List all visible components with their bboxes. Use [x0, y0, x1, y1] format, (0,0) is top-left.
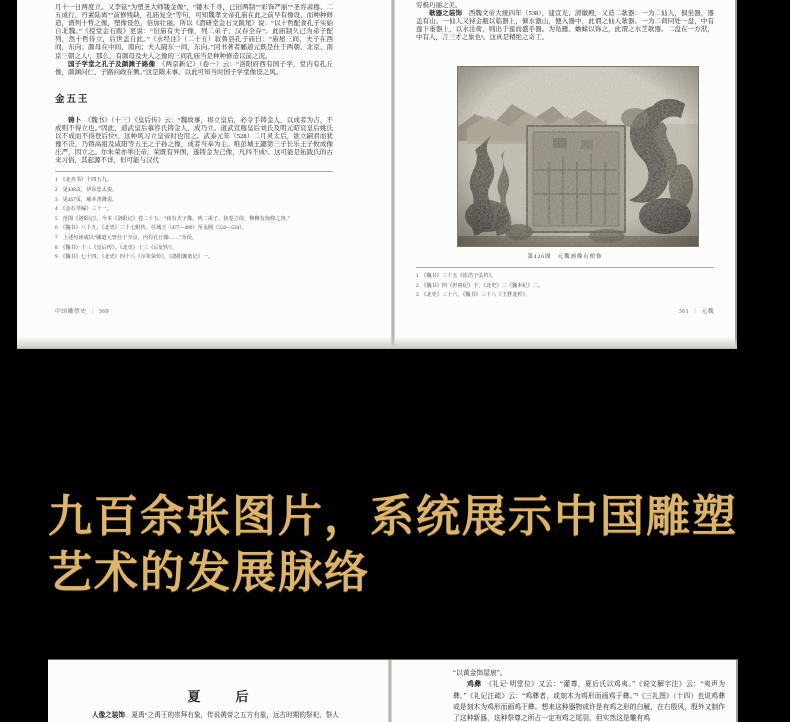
- book-title: 中国雕塑史: [55, 309, 87, 315]
- footnote: 1 《魏书》三十五《崔浩子弘传》。: [416, 273, 497, 279]
- footnote: 8 《魏书》十三《皇后传》，《北史》十三《后妃传》。: [55, 244, 177, 251]
- page-shadow: [17, 337, 737, 349]
- footnote-list: [416, 273, 714, 298]
- footnote: 6 《魏书》八十九，《北史》二十七附传。任城王（477—499）至永熙（532—534）。: [55, 225, 247, 232]
- left-page-paragraph-3: [55, 117, 333, 166]
- book-page-right-jiyi: [392, 660, 738, 722]
- footnote: 3 见457页，塚本善隆说。: [55, 196, 118, 203]
- book-page-right-361: [395, 0, 737, 349]
- footnote-block: [416, 267, 714, 302]
- footnote-list: [55, 177, 333, 260]
- banner-line-1: 九百余张图片，系统展示中国雕塑: [48, 492, 738, 541]
- footnote: 2 《魏书》四《世祖纪》下，《北史》二《魏本纪》二。: [416, 282, 544, 289]
- bottom-right-paragraph-0: “以黄金饰屋扆”。: [453, 670, 507, 677]
- page-footer-left: [55, 306, 109, 315]
- promo-banner: [0, 349, 790, 659]
- book-spread-bottom: [48, 659, 738, 722]
- footnote-divider: [55, 171, 333, 172]
- footnote: 1 《北齐书》十四五九。: [55, 177, 113, 184]
- figure-caption: 第426图 元魏画像石棺饰: [527, 254, 603, 260]
- footnote: 3 《北史》三十六，《魏书》三十八《王慧龙传》。: [416, 292, 531, 299]
- bottom-left-paragraph: [92, 711, 348, 720]
- chapter-title: 元魏: [701, 309, 714, 315]
- page-edge: [735, 0, 737, 349]
- chapter-heading-xiahou: 夏 后: [187, 689, 260, 704]
- footnote: 2 见438页，伊东忠太说。: [55, 187, 118, 193]
- paragraph-lead: 人像之装饰: [92, 712, 125, 719]
- paragraph-lead: 铸卜: [68, 116, 82, 124]
- section-heading-jinwuwang: 金五王: [55, 94, 90, 105]
- footnote: 7 上述句读或以“郦道元曾仕于少京，内有孔丘像……”为误。: [55, 234, 198, 241]
- left-page-paragraph-2: [55, 61, 333, 77]
- bottom-right-paragraph-1: [453, 679, 725, 722]
- left-page-paragraph-1: 月十一日两度立。又李铉“为塑圣大师镂金像”，“镂木千寻，已旧两制”“彩饰严丽”“圣容肃穆、二五成行，丹素陆离”“前修残缺，孔庙复全”等句，可知魏孝文帝孔庙在此之前早有像设，而种种修造，谱列十哲之像，塑像设色，倍加壮丽。所以《潜研堂金石文跋尾》说：“以十哲配食孔子实始自北魏。”《授堂金石跋》更说：“旧庙有夫子像，列二弟子，汉春全存”。此庙制久已为弟子配列，然十哲侍立，后世盖自此。”《水经注》（二十五）叙鲁县孔子庙曰：“庙屋三间，夫子在西间，东向；颜母在中间，南向；夫人隔东一间，东向。”同书著者郦道元既是仕于两朝、北京、南京三朝之人¹，那么，有颜母及夫人之像的三间孔庙当是种种修造以前之况。: [55, 4, 333, 60]
- banner-line-2: 艺术的发展脉络: [48, 548, 370, 597]
- book-spread-top: [17, 0, 737, 349]
- paragraph-lead: 欹器之装饰: [429, 10, 463, 18]
- footnote: 5 范围《洛阳记》，今本《洛阳记》卷二十五：“庙有夫子像，列二弟子，执卷立侍，穆穆有询仰之容。”: [55, 215, 291, 222]
- right-page-paragraph-0: 穷极巧丽之美。: [416, 2, 462, 9]
- paragraph-text: 西魏文帝大统四年（538），建宣光、清徽殿，又造二欹器：一为二仙人，俱坐器，器盖有山。一仙人又持金瓶以临器上，倾水激山，便入器中，此谓之仙人欹器。一为二荷同处一盘，中有莲下垂器上，以水注荷，则出于莲而盛乎器。为凫雁、蟾蜍以饰之，此谓之水芝欹器。二盘在一方洑，中有人，言三才之象也³。这真是精绝之奇工。: [416, 10, 715, 42]
- book-page-left-xiahou: [48, 660, 388, 722]
- footnote: 9 《魏书》七十四，《北史》四十八《尔朱荣传》，《洛阳伽蓝记》一。: [55, 254, 214, 261]
- paragraph-text: 夏禹“之禹王的崇拜有象，传说黄帝之五方有象，远古时期的祭祀、祭人: [124, 712, 339, 719]
- banner-headline: [48, 489, 738, 601]
- footnote-block: [55, 171, 333, 260]
- footer-separator: ｜: [692, 309, 699, 315]
- page-footer-right: [679, 306, 714, 315]
- paragraph-lead: 国子学堂之孔子及颜渊子路像: [68, 60, 156, 68]
- paragraph-text: 《两京新记》（卷一）云：“洛阳府西有国子学，堂内有孔丘像，颜渊问仁、子路问政在侧。”这是隋末事。以此可知当时国子学堂像设之风。: [55, 60, 334, 76]
- paragraph-text: 《魏书》（十三）《皇后传》云：“魏故事，将立皇后，必令手铸金人，以成者为吉，不成则不得立也。”因此，道武皇后慕容氏铸金人，成乃立。道武宣穆皇后刘氏及明元昭哀皇后姚氏以不成而不得登后位⁸。这种风习立皇帝时也用之。武泰元年（528）二月灵太后，欲立嗣君而犹豫不决，乃铸高祖及咸阳等五王之子孙之像，成者当奉为主。唯彭城王勰第三子长乐王子攸成像庄严，因立之。尔朱荣亦举庄帝，荣既有异图，遂铸金为己像，凡四不成⁹。这可能是拓跋氏的古来习俗，其起源不详，但可能与汉代: [55, 116, 333, 165]
- footnote-divider: [416, 267, 714, 268]
- paragraph-text: 《礼记·明堂位》又云：“灌尊，夏后氏以鸡夷。”《说文解字注》云：“夷声为彝。”《礼记注疏》云：“鸡彝者，或刻木为鸡形而画鸡于彝。”¹《三礼图》（十四）也说鸡彝或是刻木为鸡形而画鸡于彝。想来这种器物或许是有鸡之形的白觥，在右殷风，殷外又制作了这种新器，这种祭尊之所占一定有鸡之尾羽，但实然这是雕有鸡: [453, 681, 726, 722]
- footnote: 4 《金石萃编》三十一。: [55, 206, 113, 213]
- page-number: 361: [678, 309, 690, 315]
- book-page-left-360: [17, 0, 392, 349]
- page-number: 360: [98, 309, 110, 315]
- paragraph-lead: 鸡彝: [467, 681, 482, 689]
- right-page-paragraph-1: [416, 10, 714, 42]
- page-edge: [736, 660, 738, 722]
- relief-photo: [457, 66, 699, 247]
- footer-separator: ｜: [89, 309, 96, 315]
